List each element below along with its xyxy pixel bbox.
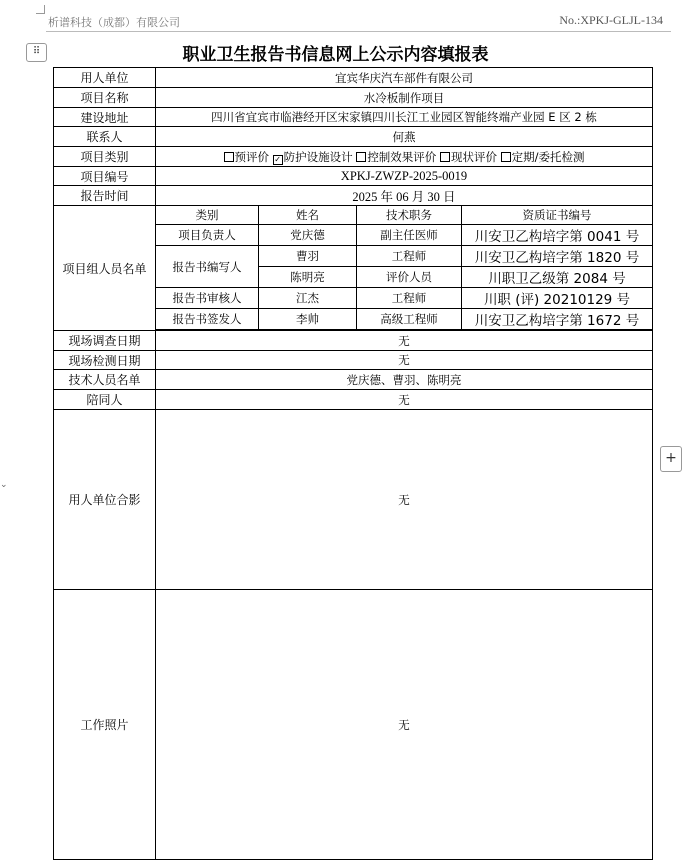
table-row: [54, 390, 653, 410]
team-title[interactable]: 工程师: [357, 288, 462, 309]
add-column-icon[interactable]: +: [660, 446, 682, 472]
value-group-photo[interactable]: 无: [156, 410, 653, 590]
header-doc-number: No.:XPKJ-GLJL-134: [559, 13, 663, 27]
value-tech-staff[interactable]: 党庆德、曹羽、陈明亮: [156, 370, 653, 390]
label-category: 项目类别: [54, 147, 156, 167]
table-row: [54, 410, 653, 590]
header-rule: [46, 31, 671, 32]
category-option[interactable]: 现状评价: [440, 150, 497, 164]
team-header: 类别: [156, 206, 259, 225]
value-survey-date[interactable]: 无: [156, 331, 653, 351]
team-role: 报告书编写人: [156, 246, 259, 288]
label-project-name: 项目名称: [54, 88, 156, 108]
team-name[interactable]: 江杰: [259, 288, 357, 309]
table-row: [54, 370, 653, 390]
team-cert[interactable]: 川安卫乙构培字第 0041 号: [462, 225, 653, 246]
team-name[interactable]: 党庆德: [259, 225, 357, 246]
value-project-name[interactable]: 水冷板制作项目: [156, 88, 653, 108]
team-title[interactable]: 副主任医师: [357, 225, 462, 246]
label-group-photo: 用人单位合影: [54, 410, 156, 590]
table-move-handle-icon[interactable]: ⠿: [26, 43, 47, 62]
team-name[interactable]: 陈明亮: [259, 267, 357, 288]
value-test-date[interactable]: 无: [156, 351, 653, 370]
chevron-down-icon[interactable]: ⌄: [0, 480, 8, 490]
category-options: [156, 147, 653, 167]
team-name[interactable]: 李帅: [259, 309, 357, 330]
team-header: 技术职务: [357, 206, 462, 225]
label-address: 建设地址: [54, 108, 156, 127]
table-row: [54, 147, 653, 167]
label-tech-staff: 技术人员名单: [54, 370, 156, 390]
category-option[interactable]: 预评价: [224, 150, 270, 164]
team-name[interactable]: 曹羽: [259, 246, 357, 267]
form-table: [53, 67, 653, 860]
value-employer[interactable]: 宜宾华庆汽车部件有限公司: [156, 68, 653, 88]
header-company: 析谱科技（成都）有限公司: [48, 16, 180, 29]
team-header: 姓名: [259, 206, 357, 225]
table-row: [54, 590, 653, 860]
table-row: [54, 88, 653, 108]
category-option[interactable]: 定期/委托检测: [501, 150, 585, 164]
label-report-date: 报告时间: [54, 186, 156, 206]
checkbox-checked[interactable]: ✓: [274, 154, 281, 164]
value-companion[interactable]: 无: [156, 390, 653, 410]
value-project-no[interactable]: XPKJ-ZWZP-2025-0019: [156, 167, 653, 186]
table-row: [54, 351, 653, 370]
label-contact: 联系人: [54, 127, 156, 147]
label-test-date: 现场检测日期: [54, 351, 156, 370]
team-cert[interactable]: 川安卫乙构培字第 1820 号: [462, 246, 653, 267]
team-role: 报告书签发人: [156, 309, 259, 330]
label-project-no: 项目编号: [54, 167, 156, 186]
category-option[interactable]: 控制效果评价: [356, 150, 436, 164]
table-row: [54, 68, 653, 88]
table-row: [54, 186, 653, 206]
checkbox[interactable]: [501, 152, 511, 162]
value-contact[interactable]: 何燕: [156, 127, 653, 147]
label-employer: 用人单位: [54, 68, 156, 88]
team-title[interactable]: 工程师: [357, 246, 462, 267]
label-work-photo: 工作照片: [54, 590, 156, 860]
table-row: [54, 206, 653, 225]
team-cert[interactable]: 川职卫乙级第 2084 号: [462, 267, 653, 288]
checkbox[interactable]: [224, 152, 234, 162]
value-report-date[interactable]: 2025 年 06 月 30 日: [156, 186, 653, 206]
team-cert[interactable]: 川安卫乙构培字第 1672 号: [462, 309, 653, 330]
category-option[interactable]: ✓ 防护设施设计: [274, 149, 353, 164]
table-row: [54, 127, 653, 147]
team-role: 报告书审核人: [156, 288, 259, 309]
checkbox[interactable]: [440, 152, 450, 162]
team-role: 项目负责人: [156, 225, 259, 246]
team-title[interactable]: 高级工程师: [357, 309, 462, 330]
value-address[interactable]: 四川省宜宾市临港经开区宋家镇四川长江工业园区智能终端产业园 E 区 2 栋: [156, 108, 653, 127]
label-team: 项目组人员名单: [54, 206, 156, 331]
team-cert[interactable]: 川职 (评) 20210129 号: [462, 288, 653, 309]
table-row: [54, 167, 653, 186]
page-title: 职业卫生报告书信息网上公示内容填报表: [182, 45, 489, 65]
label-companion: 陪同人: [54, 390, 156, 410]
crop-mark: [36, 5, 45, 14]
team-title[interactable]: 评价人员: [357, 267, 462, 288]
team-header: 资质证书编号: [462, 206, 653, 225]
table-row: [54, 108, 653, 127]
value-work-photo[interactable]: 无: [156, 590, 653, 860]
label-survey-date: 现场调查日期: [54, 331, 156, 351]
table-row: [54, 331, 653, 351]
checkbox[interactable]: [356, 152, 366, 162]
